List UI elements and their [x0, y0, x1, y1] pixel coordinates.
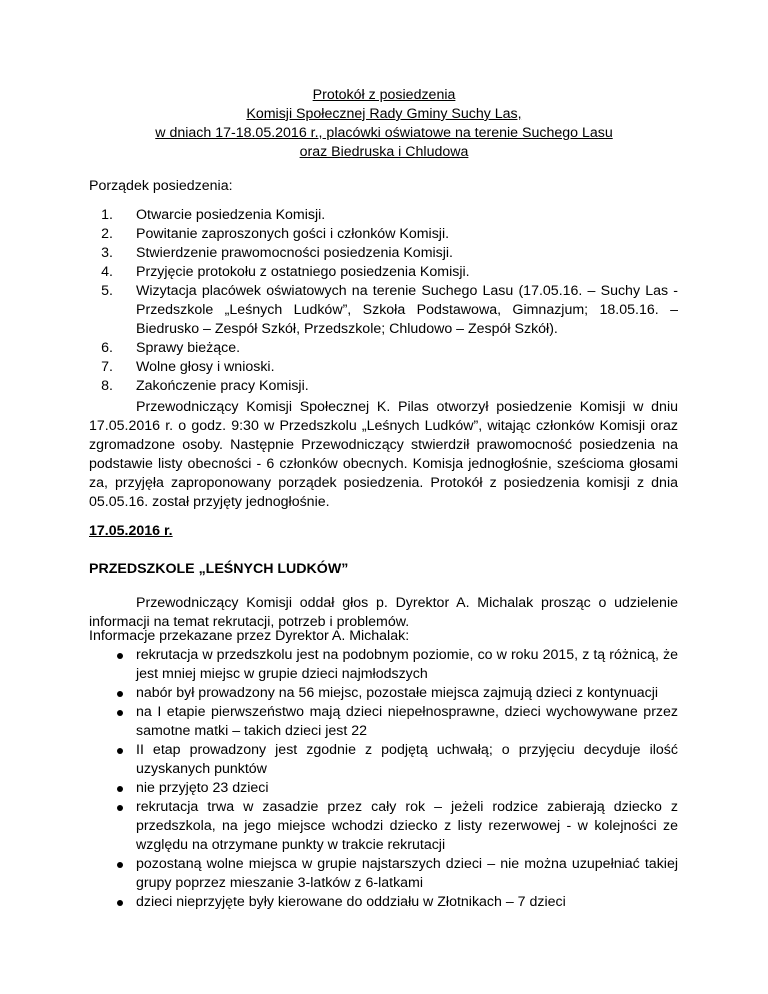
info-list — [89, 646, 678, 912]
title-line-2: Komisji Społecznej Rady Gminy Suchy Las, — [246, 106, 522, 122]
agenda-item-number: 8. — [101, 378, 113, 394]
info-list-item — [89, 798, 678, 855]
info-list-item — [89, 703, 678, 741]
info-item-text: rekrutacja w przedszkolu jest na podobnym poziomie, co w roku 2015, z tą różnicą, że jest mniej miejsc w grupie dzieci najmłodszych — [136, 647, 678, 682]
agenda-item — [89, 206, 678, 225]
bullet-icon — [89, 855, 136, 893]
agenda-list — [89, 206, 678, 396]
agenda-item-text: Zakończenie pracy Komisji. — [136, 378, 309, 394]
agenda-item-number: 3. — [101, 245, 113, 261]
info-item-text: rekrutacja trwa w zasadzie przez cały rok – jeżeli rodzice zabierają dziecko z przedszkola, na jego miejsce wchodzi dziecko z listy rezerwowej - w kolejności ze względu na otrzymane punkty w trakcie rekrutacji — [136, 799, 678, 853]
agenda-item-text: Powitanie zaproszonych gości i członków Komisji. — [136, 226, 450, 242]
date-heading: 17.05.2016 r. — [89, 523, 173, 539]
section-heading: PRZEDSZKOLE „LEŚNYCH LUDKÓW” — [89, 561, 349, 577]
agenda-item-text: Stwierdzenie prawomocności posiedzenia Komisji. — [136, 245, 454, 261]
agenda-item-number: 1. — [101, 207, 113, 223]
bullet-icon — [89, 741, 136, 779]
agenda-item-text: Sprawy bieżące. — [136, 340, 241, 356]
info-intro: Informacje przekazane przez Dyrektor A. Michalak: — [89, 628, 410, 644]
agenda-item-number: 7. — [101, 359, 113, 375]
agenda-item — [89, 339, 678, 358]
document-title — [0, 86, 768, 162]
info-item-text: II etap prowadzony jest zgodnie z podjętą uchwałą; o przyjęciu decyduje ilość uzyskanych punktów — [136, 742, 678, 777]
title-line-1: Protokół z posiedzenia — [312, 87, 456, 103]
agenda-item-number: 6. — [101, 340, 113, 356]
bullet-icon — [89, 684, 136, 703]
agenda-item-text: Przyjęcie protokołu z ostatniego posiedzenia Komisji. — [136, 264, 470, 280]
info-item-text: dzieci nieprzyjęte były kierowane do oddziału w Złotnikach – 7 dzieci — [136, 894, 566, 910]
info-item-text: nie przyjęto 23 dzieci — [136, 780, 269, 796]
agenda-item — [89, 244, 678, 263]
agenda-item-text: Wolne głosy i wnioski. — [136, 359, 275, 375]
agenda-item-text: Wizytacja placówek oświatowych na terenie Suchego Lasu (17.05.16. – Suchy Las - Przedszkole „Leśnych Ludków”, Szkoła Podstawowa, Gimnazjum; 18.05.16. – Biedrusko – Zespół Szkół, Przedszkole; Chludowo – Zespół Szkół). — [136, 283, 678, 337]
agenda-item — [89, 263, 678, 282]
agenda-item-number: 2. — [101, 226, 113, 242]
agenda-item-text: Otwarcie posiedzenia Komisji. — [136, 207, 326, 223]
bullet-icon — [89, 798, 136, 855]
bullet-icon — [89, 779, 136, 798]
agenda-item — [89, 282, 678, 339]
agenda-item-number: 4. — [101, 264, 113, 280]
info-item-text: nabór był prowadzony na 56 miejsc, pozostałe miejsca zajmują dzieci z kontynuacji — [136, 685, 659, 701]
bullet-icon — [89, 646, 136, 684]
title-line-4: oraz Biedruska i Chludowa — [299, 144, 469, 160]
info-list-item — [89, 779, 678, 798]
info-item-text: na I etapie pierwszeństwo mają dzieci niepełnosprawne, dzieci wychowywane przez samotne matki – takich dzieci jest 22 — [136, 704, 678, 739]
section-paragraph: Przewodniczący Komisji oddał głos p. Dyrektor A. Michalak prosząc o udzielenie informacji na temat rekrutacji, potrzeb i problemów. — [89, 595, 678, 630]
agenda-heading: Porządek posiedzenia: — [89, 178, 233, 194]
info-list-item — [89, 741, 678, 779]
agenda-item-number: 5. — [101, 283, 113, 299]
agenda-item — [89, 358, 678, 377]
agenda-item — [89, 225, 678, 244]
info-list-item — [89, 855, 678, 893]
info-list-item — [89, 684, 678, 703]
info-list-item — [89, 646, 678, 684]
info-item-text: pozostaną wolne miejsca w grupie najstarszych dzieci – nie można uzupełniać takiej grupy poprzez mieszanie 3-latków z 6-latkami — [136, 856, 678, 891]
opening-paragraph: Przewodniczący Komisji Społecznej K. Pilas otworzył posiedzenie Komisji w dniu 17.05.2016 r. o godz. 9:30 w Przedszkolu „Leśnych Ludków”, witając członków Komisji oraz zgromadzone osoby. Następnie Przewodniczący stwierdził prawomocność posiedzenia na podstawie listy obecności - 6 członków obecnych. Komisja jednogłośnie, sześcioma głosami za, przyjęła zaproponowany porządek posiedzenia. Protokół z posiedzenia komisji z dnia 05.05.16. został przyjęty jednogłośnie. — [89, 399, 678, 510]
bullet-icon — [89, 893, 136, 912]
title-line-3: w dniach 17-18.05.2016 r., placówki oświatowe na terenie Suchego Lasu — [155, 125, 613, 141]
info-list-item — [89, 893, 678, 912]
bullet-icon — [89, 703, 136, 741]
agenda-item — [89, 377, 678, 396]
